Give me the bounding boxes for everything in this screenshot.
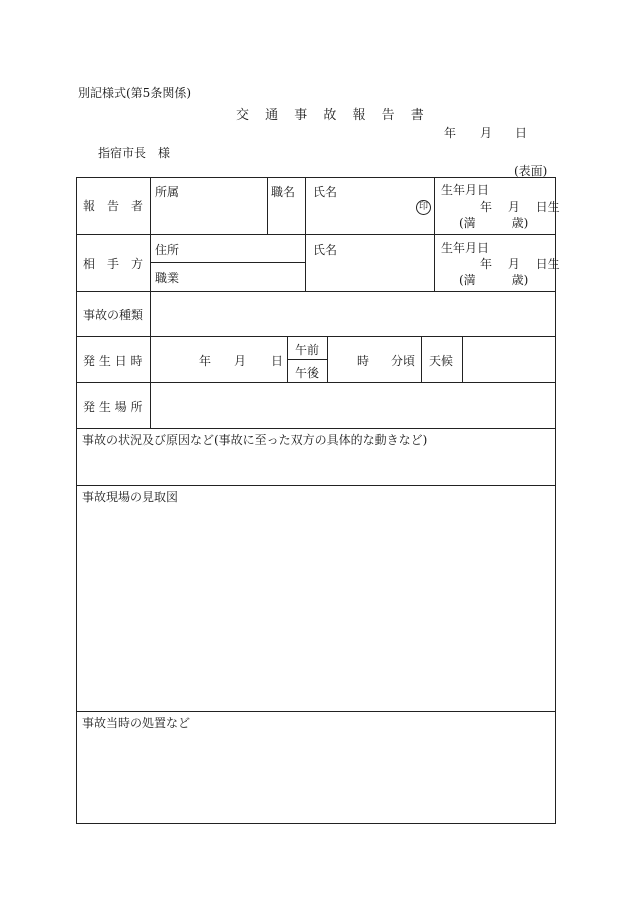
am-label: 午前 (295, 343, 320, 357)
counterpart-birth-label: 生年月日 (441, 241, 490, 255)
seal-mark: 印 (416, 200, 431, 215)
circumstances-label: 事故の状況及び原因など(事故に至った双方の具体的な動きなど) (82, 433, 428, 447)
reporter-label: 報 告 者 (83, 199, 144, 213)
weather-label: 天候 (429, 354, 454, 368)
counterpart-label: 相 手 方 (83, 257, 144, 271)
form-reference: 別記様式(第5条関係) (78, 86, 191, 100)
measures-label: 事故当時の処置など (82, 716, 191, 730)
date-year: 年 (444, 126, 457, 140)
occurrence-day: 日 (271, 354, 284, 368)
counterpart-age: (満 歳) (459, 273, 529, 287)
pm-label: 午後 (295, 366, 320, 380)
accident-type-label: 事故の種類 (83, 308, 144, 322)
date-month: 月 (480, 126, 493, 140)
counterpart-birth-date: 年 月 日生 (480, 257, 560, 271)
occurrence-minute: 分頃 (391, 354, 416, 368)
date-day: 日 (515, 126, 528, 140)
reporter-affiliation-label: 所属 (155, 185, 180, 199)
counterpart-name-label: 氏名 (313, 243, 338, 257)
reporter-age: (満 歳) (459, 216, 529, 230)
reporter-birth-label: 生年月日 (441, 183, 490, 197)
document-title: 交 通 事 故 報 告 書 (236, 108, 427, 123)
occurrence-hour: 時 (357, 354, 370, 368)
counterpart-occupation-label: 職業 (155, 271, 180, 285)
place-label: 発 生 場 所 (83, 400, 143, 414)
occurrence-year: 年 (199, 354, 212, 368)
reporter-position-label: 職名 (271, 185, 296, 199)
sketch-label: 事故現場の見取図 (82, 490, 179, 504)
reporter-birth-date: 年 月 日生 (480, 200, 560, 214)
occurrence-label: 発 生 日 時 (83, 354, 143, 368)
occurrence-month: 月 (234, 354, 247, 368)
addressee: 指宿市長 様 (98, 146, 171, 160)
counterpart-address-label: 住所 (155, 243, 180, 257)
reporter-name-label: 氏名 (313, 185, 338, 199)
side-label: (表面) (514, 164, 548, 178)
